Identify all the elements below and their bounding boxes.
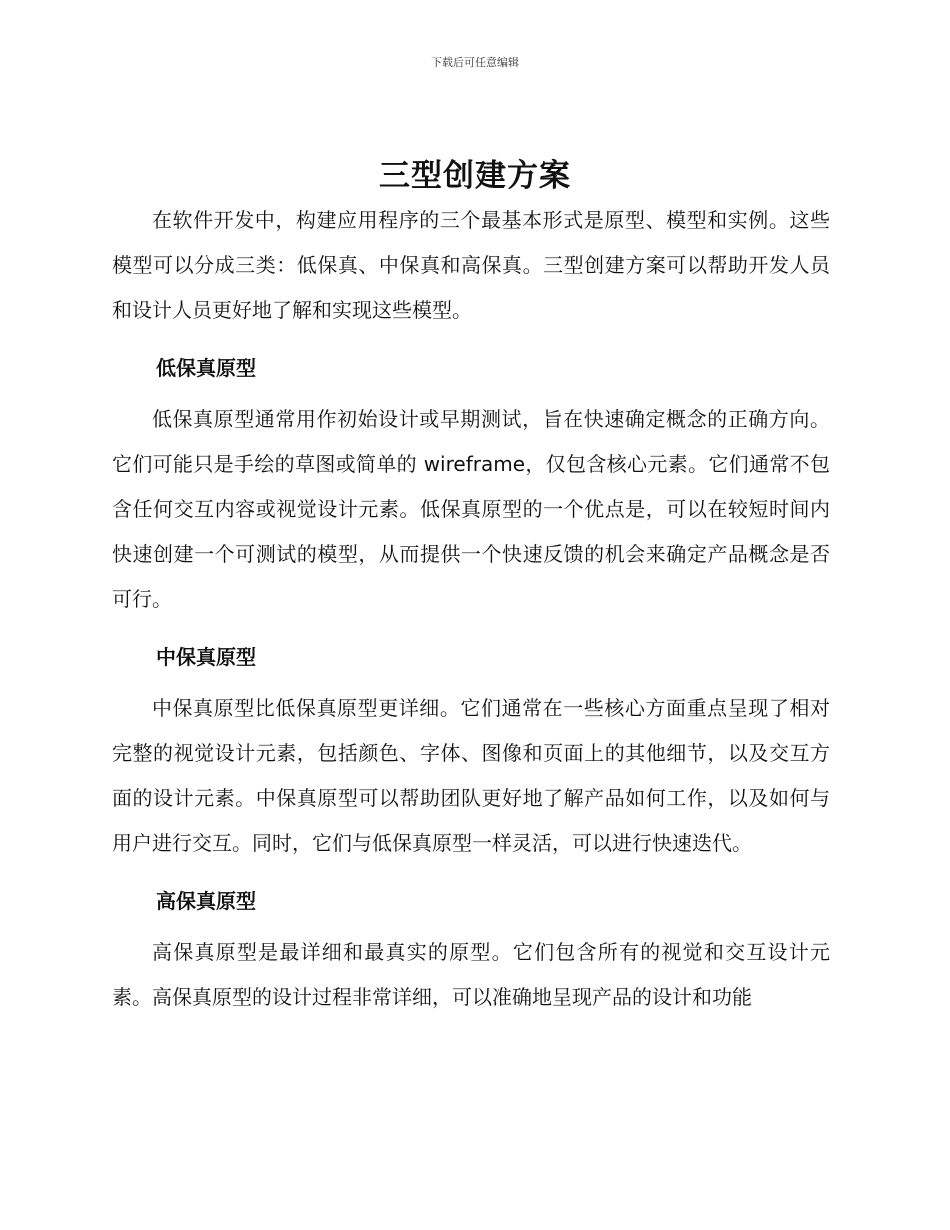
document-title: 三型创建方案 <box>379 158 571 194</box>
section-paragraph-low-fidelity: 低保真原型通常用作初始设计或早期测试，旨在快速确定概念的正确方向。它们可能只是手绘的草图或简单的 wireframe，仅包含核心元素。它们通常不包含任何交互内容或视觉设计元素。低保真原型的一个优点是，可以在较短时间内快速创建一个可测试的模型，从而提供一个快速反馈的机会来确定产品概念是否可行。 <box>112 407 830 611</box>
section-paragraph-mid-fidelity: 中保真原型比低保真原型更详细。它们通常在一些核心方面重点呈现了相对完整的视觉设计元素，包括颜色、字体、图像和页面上的其他细节，以及交互方面的设计元素。中保真原型可以帮助团队更好地了解产品如何工作，以及如何与用户进行交互。同时，它们与低保真原型一样灵活，可以进行快速迭代。 <box>112 696 830 855</box>
section-heading-low-fidelity: 低保真原型 <box>156 356 256 380</box>
section-heading-mid-fidelity: 中保真原型 <box>156 645 256 669</box>
document-body <box>112 198 830 1020</box>
intro-paragraph: 在软件开发中，构建应用程序的三个最基本形式是原型、模型和实例。这些模型可以分成三类：低保真、中保真和高保真。三型创建方案可以帮助开发人员和设计人员更好地了解和实现这些模型。 <box>112 208 830 322</box>
section-heading-high-fidelity: 高保真原型 <box>156 889 256 913</box>
section-paragraph-high-fidelity: 高保真原型是最详细和最真实的原型。它们包含所有的视觉和交互设计元素。高保真原型的设计过程非常详细，可以准确地呈现产品的设计和功能 <box>112 940 830 1009</box>
header-note: 下载后可任意编辑 <box>431 56 519 69</box>
